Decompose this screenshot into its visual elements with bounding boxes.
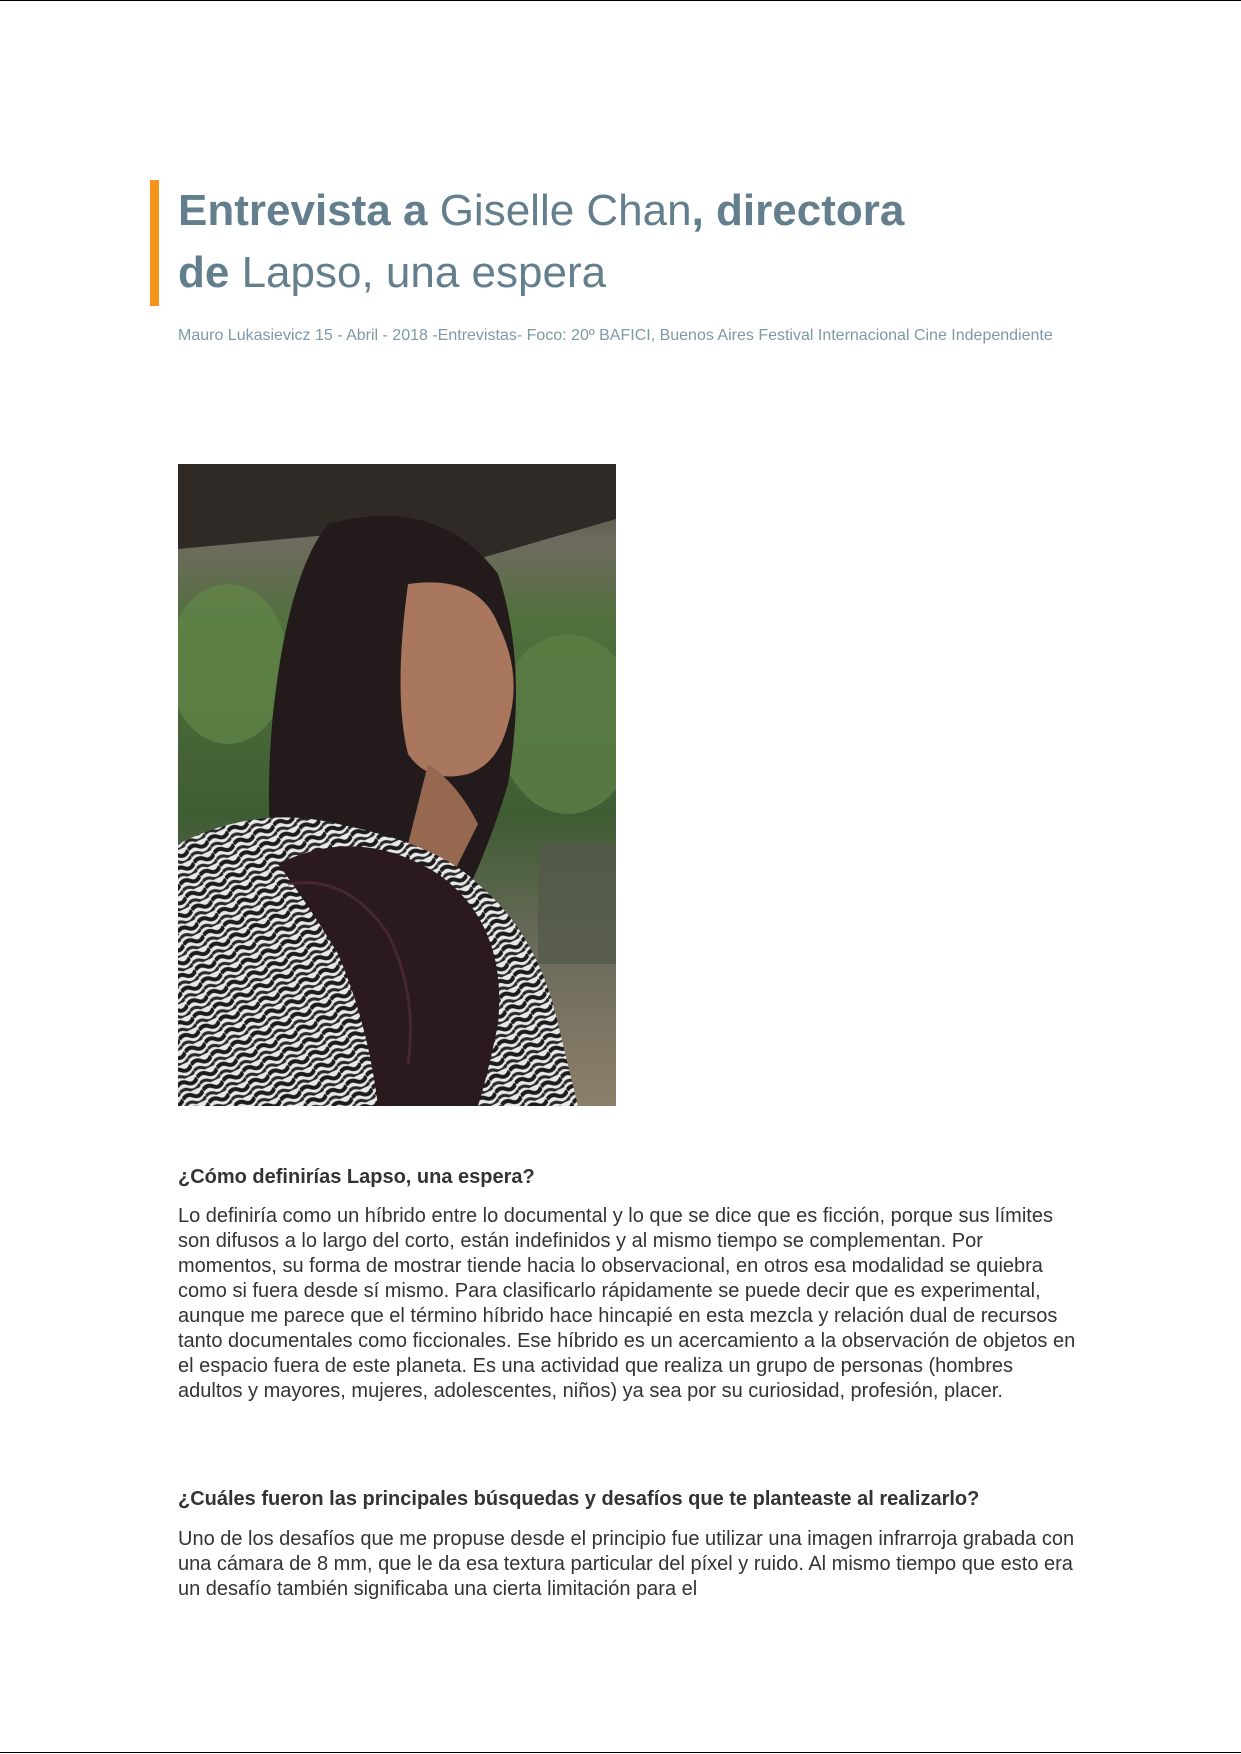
question-1: ¿Cómo definirías Lapso, una espera? xyxy=(178,1166,535,1188)
page-bottom-border xyxy=(0,1752,1241,1753)
title-part-3: , directora xyxy=(691,186,905,235)
answer-1: Lo definiría como un híbrido entre lo documental y lo que se dice que es ficción, porque sus límites son difusos a lo largo del corto, están indefinidos y al mismo tiempo se complementan. Por momentos, su forma de mostrar tiende hacia lo observacional, en otros esa modalidad se quiebra como si fuera desde sí mismo. Para clasificarlo rápidamente se puede decir que es experimental, aunque me parece que el término híbrido hace hincapié en esta mezcla y relación dual de recursos tanto documentales como ficcionales. Ese híbrido es un acercamiento a la observación de objetos en el espacio fuera de este planeta. Es una actividad que realiza un grupo de personas (hombres adultos y mayores, mujeres, adolescentes, niños) ya sea por su curiosidad, profesión, placer. xyxy=(178,1205,1076,1402)
title-part-4: de xyxy=(178,248,230,297)
title-part-1: Entrevista a xyxy=(178,186,428,235)
portrait-photo xyxy=(178,464,616,1106)
article-header xyxy=(150,180,1050,304)
title-part-2: Giselle Chan xyxy=(427,186,692,235)
portrait-illustration xyxy=(178,464,616,1106)
page-top-border xyxy=(0,0,1241,1)
title-accent-bar xyxy=(150,180,159,306)
title-part-5: Lapso, una espera xyxy=(229,248,607,297)
article-title xyxy=(150,180,1050,304)
article-meta: Mauro Lukasievicz 15 - Abril - 2018 -Entrevistas- Foco: 20º BAFICI, Buenos Aires Festival Internacional Cine Independiente xyxy=(178,327,1053,344)
question-2: ¿Cuáles fueron las principales búsquedas y desafíos que te planteaste al realizarlo? xyxy=(178,1488,980,1510)
answer-2: Uno de los desafíos que me propuse desde el principio fue utilizar una imagen infrarroja grabada con una cámara de 8 mm, que le da esa textura particular del píxel y ruido. Al mismo tiempo que esto era un desafío también significaba una cierta limitación para el xyxy=(178,1528,1075,1600)
